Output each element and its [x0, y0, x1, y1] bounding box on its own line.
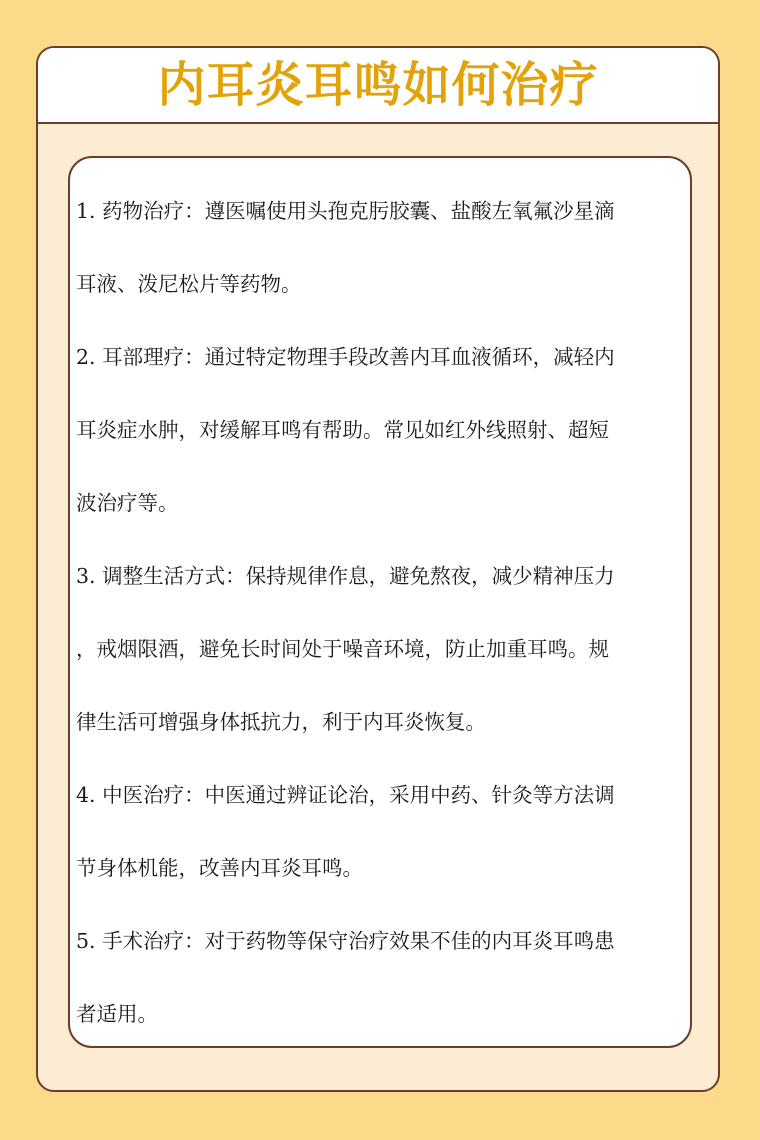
item-line: 律生活可增强身体抵抗力，利于内耳炎恢复。 [76, 710, 486, 734]
list-item [76, 175, 680, 321]
item-line: 节身体机能，改善内耳炎耳鸣。 [76, 856, 363, 880]
content-card [36, 46, 720, 1092]
list-item [76, 321, 680, 540]
title-bar [38, 48, 718, 124]
item-number: 2. [76, 345, 96, 369]
item-text: 手术治疗：对于药物等保守治疗效果不佳的内耳炎耳鸣患 [102, 929, 615, 953]
item-text: 中医治疗：中医通过辨证论治，采用中药、针灸等方法调 [102, 783, 615, 807]
item-text: 调整生活方式：保持规律作息，避免熬夜，减少精神压力 [102, 564, 615, 588]
list-item [76, 759, 680, 905]
list-item [76, 905, 680, 1051]
item-line [76, 905, 680, 978]
page-title: 内耳炎耳鸣如何治疗 [157, 57, 599, 113]
item-number: 5. [76, 929, 96, 953]
item-line [76, 540, 680, 613]
item-line: 者适用。 [76, 1002, 158, 1026]
content-panel [68, 156, 692, 1048]
item-line: 耳液、泼尼松片等药物。 [76, 272, 302, 296]
item-line [76, 321, 680, 394]
list-item [76, 540, 680, 759]
item-number: 4. [76, 783, 96, 807]
item-line: 波治疗等。 [76, 491, 179, 515]
item-text: 药物治疗：遵医嘱使用头孢克肟胶囊、盐酸左氧氟沙星滴 [102, 199, 615, 223]
item-line [76, 759, 680, 832]
item-number: 3. [76, 564, 96, 588]
item-line [76, 175, 680, 248]
item-line: ，戒烟限酒，避免长时间处于噪音环境，防止加重耳鸣。规 [76, 637, 609, 661]
item-number: 1. [76, 199, 96, 223]
item-line: 耳炎症水肿，对缓解耳鸣有帮助。常见如红外线照射、超短 [76, 418, 609, 442]
item-text: 耳部理疗：通过特定物理手段改善内耳血液循环，减轻内 [102, 345, 615, 369]
